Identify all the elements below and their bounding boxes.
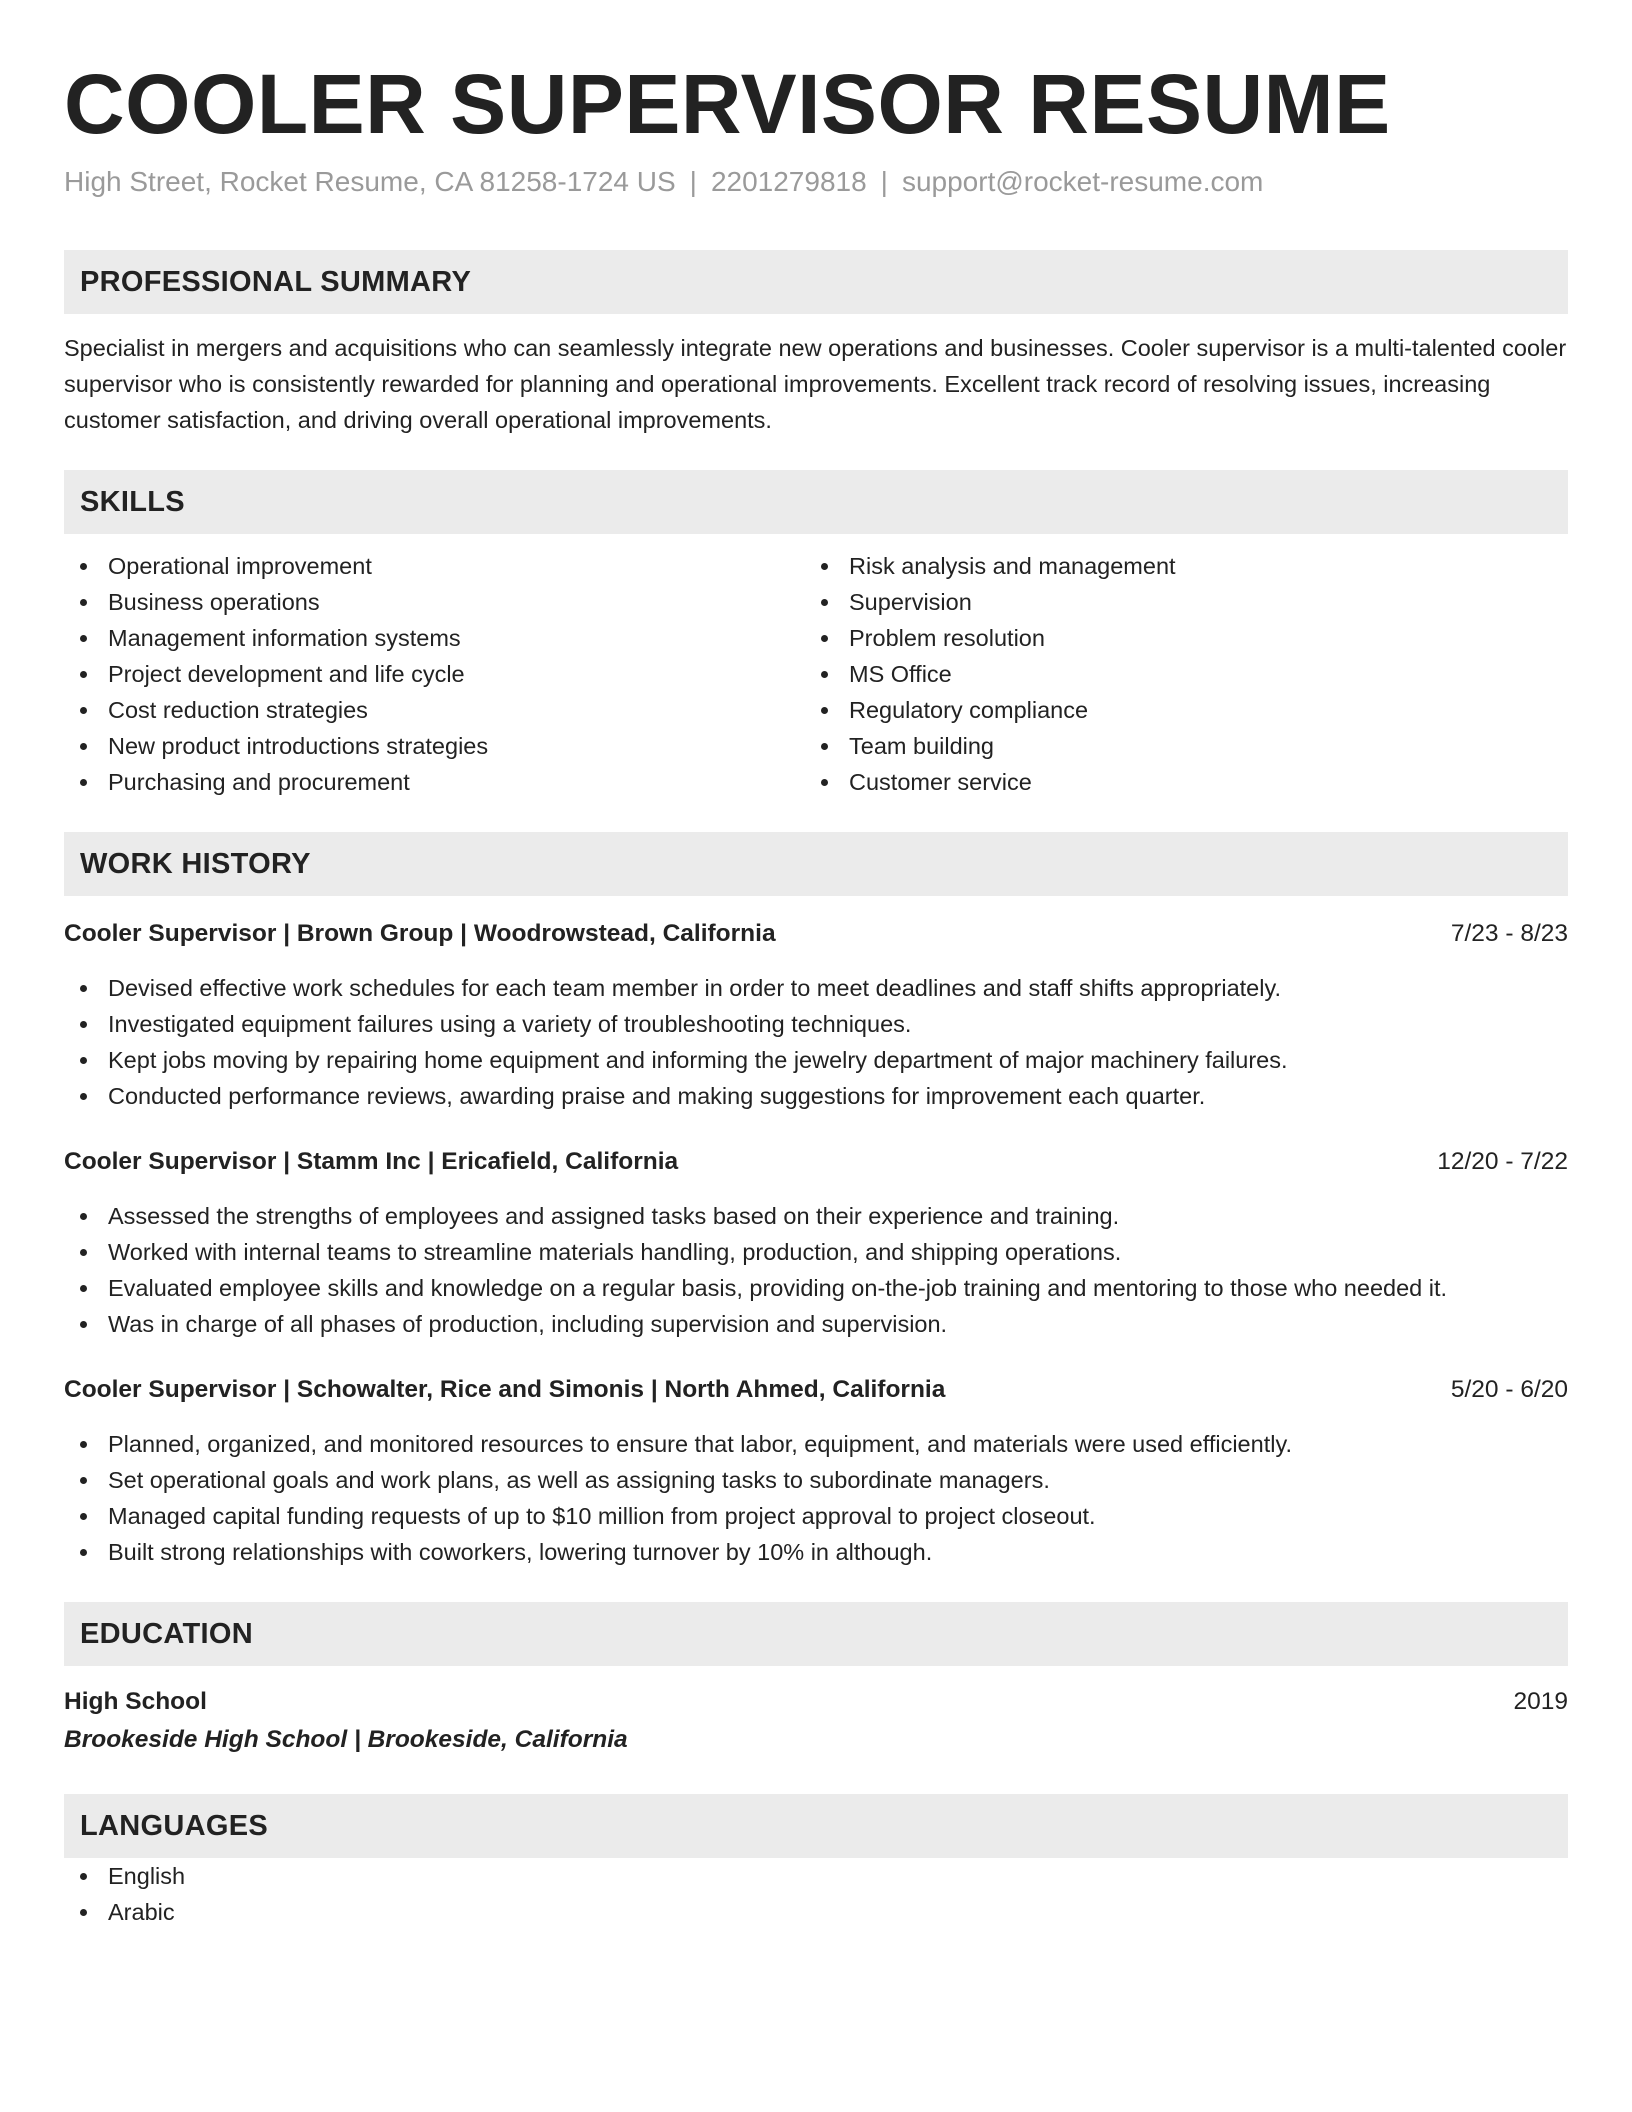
job-dates: 5/20 - 6/20 bbox=[1450, 1376, 1568, 1403]
job-bullet: Kept jobs moving by repairing home equipment and informing the jewelry department of major machinery failures. bbox=[64, 1042, 1568, 1078]
education-header bbox=[64, 1684, 1568, 1720]
language-item: English bbox=[64, 1858, 1568, 1894]
job-header bbox=[64, 1372, 1568, 1408]
skill-item: Cost reduction strategies bbox=[64, 692, 805, 728]
contact-phone: 2201279818 bbox=[710, 166, 867, 197]
job-bullet: Evaluated employee skills and knowledge on a regular basis, providing on-the-job training and mentoring to those who needed it. bbox=[64, 1270, 1568, 1306]
job-title: Cooler Supervisor | Schowalter, Rice and Simonis | North Ahmed, California bbox=[64, 1376, 946, 1403]
summary-text: Specialist in mergers and acquisitions who can seamlessly integrate new operations and businesses. Cooler supervisor is a multi-talented cooler supervisor who is consistently rewarded for planning and operational improvements. Excellent track record of resolving issues, increasing customer satisfaction, and driving overall operational improvements. bbox=[64, 335, 1567, 433]
skill-item: Purchasing and procurement bbox=[64, 764, 805, 800]
skill-item: New product introductions strategies bbox=[64, 728, 805, 764]
language-item: Arabic bbox=[64, 1894, 1568, 1930]
job-title: Cooler Supervisor | Brown Group | Woodrowstead, California bbox=[64, 920, 776, 947]
skill-item: Business operations bbox=[64, 584, 805, 620]
skill-item: Project development and life cycle bbox=[64, 656, 805, 692]
job-bullet: Was in charge of all phases of production, including supervision and supervision. bbox=[64, 1306, 1568, 1342]
job-bullet: Investigated equipment failures using a variety of troubleshooting techniques. bbox=[64, 1006, 1568, 1042]
skills-column-left bbox=[64, 548, 805, 800]
education-year: 2019 bbox=[1513, 1688, 1568, 1715]
contact-separator: | bbox=[880, 166, 888, 197]
skill-item: Team building bbox=[805, 728, 1546, 764]
education-degree: High School bbox=[64, 1688, 207, 1715]
job-dates: 12/20 - 7/22 bbox=[1437, 1148, 1568, 1175]
job-dates: 7/23 - 8/23 bbox=[1450, 920, 1568, 947]
education-school: Brookeside High School | Brookeside, California bbox=[64, 1726, 628, 1753]
section-heading-summary: PROFESSIONAL SUMMARY bbox=[64, 250, 1568, 314]
job-header bbox=[64, 916, 1568, 952]
contact-line bbox=[64, 164, 1568, 200]
skill-item: Risk analysis and management bbox=[805, 548, 1546, 584]
job-bullet: Devised effective work schedules for each team member in order to meet deadlines and staff shifts appropriately. bbox=[64, 970, 1568, 1006]
job-bullets bbox=[64, 1426, 1568, 1570]
job-bullets bbox=[64, 970, 1568, 1114]
contact-email: support@rocket-resume.com bbox=[901, 166, 1264, 197]
job-bullet: Assessed the strengths of employees and assigned tasks based on their experience and training. bbox=[64, 1198, 1568, 1234]
section-heading-work-history: WORK HISTORY bbox=[64, 832, 1568, 896]
job-bullet: Planned, organized, and monitored resources to ensure that labor, equipment, and materials were used efficiently. bbox=[64, 1426, 1568, 1462]
skill-item: Regulatory compliance bbox=[805, 692, 1546, 728]
skills-list bbox=[64, 548, 1568, 800]
languages-list bbox=[64, 1858, 1568, 1930]
job-entry bbox=[64, 1372, 1568, 1570]
skill-item: Customer service bbox=[805, 764, 1546, 800]
skill-item: Supervision bbox=[805, 584, 1546, 620]
skill-item: MS Office bbox=[805, 656, 1546, 692]
section-heading-education: EDUCATION bbox=[64, 1602, 1568, 1666]
resume-title: COOLER SUPERVISOR RESUME bbox=[64, 57, 1391, 151]
job-bullet: Set operational goals and work plans, as well as assigning tasks to subordinate managers. bbox=[64, 1462, 1568, 1498]
job-bullet: Conducted performance reviews, awarding praise and making suggestions for improvement each quarter. bbox=[64, 1078, 1568, 1114]
contact-address: High Street, Rocket Resume, CA 81258-1724 US bbox=[64, 166, 676, 197]
job-bullet: Managed capital funding requests of up to $10 million from project approval to project closeout. bbox=[64, 1498, 1568, 1534]
job-bullet: Built strong relationships with coworkers, lowering turnover by 10% in although. bbox=[64, 1534, 1568, 1570]
section-heading-skills: SKILLS bbox=[64, 470, 1568, 534]
skill-item: Problem resolution bbox=[805, 620, 1546, 656]
contact-separator: | bbox=[689, 166, 697, 197]
skills-column-right bbox=[805, 548, 1546, 800]
education-entry bbox=[64, 1684, 1568, 1758]
skill-item: Operational improvement bbox=[64, 548, 805, 584]
job-bullet: Worked with internal teams to streamline materials handling, production, and shipping operations. bbox=[64, 1234, 1568, 1270]
job-title: Cooler Supervisor | Stamm Inc | Ericafield, California bbox=[64, 1148, 679, 1175]
section-heading-languages: LANGUAGES bbox=[64, 1794, 1568, 1858]
job-entry bbox=[64, 1144, 1568, 1342]
job-entry bbox=[64, 916, 1568, 1114]
skill-item: Management information systems bbox=[64, 620, 805, 656]
job-header bbox=[64, 1144, 1568, 1180]
job-bullets bbox=[64, 1198, 1568, 1342]
